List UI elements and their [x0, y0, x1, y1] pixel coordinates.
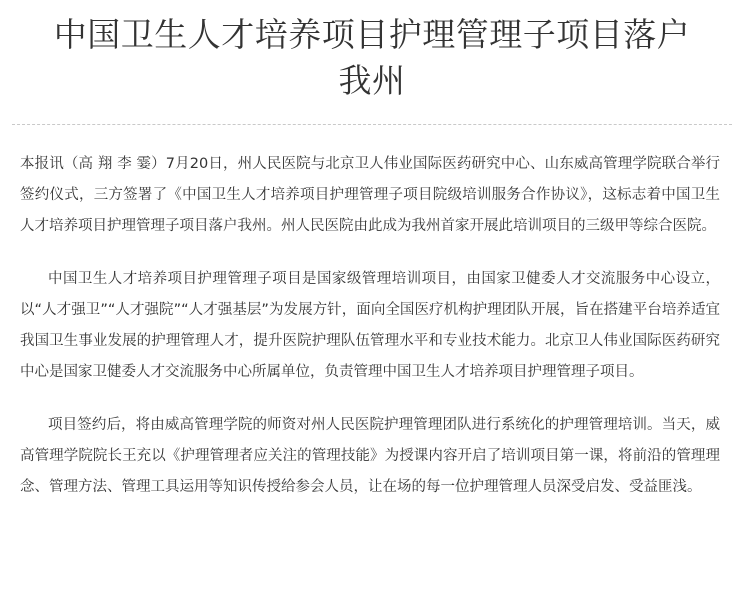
article-title — [0, 0, 744, 104]
paragraph-project-intro: 中国卫生人才培养项目护理管理子项目是国家级管理培训项目，由国家卫健委人才交流服务中心设立，以“人才强卫”“人才强院”“人才强基层”为发展方针，面向全国医疗机构护理团队开展，旨在搭建平台培养适宜我国卫生事业发展的护理管理人才，提升医院护理队伍管理水平和专业技术能力。北京卫人伟业国际医药研究中心是国家卫健委人才交流服务中心所属单位，负责管理中国卫生人才培养项目护理管理子项目。 — [20, 271, 720, 380]
article-body — [0, 149, 744, 503]
article-title-line-1: 中国卫生人才培养项目护理管理子项目落户 — [53, 15, 691, 54]
paragraph-lead: 本报讯（高 翔 李 霎）7月20日，州人民医院与北京卫人伟业国际医药研究中心、山东威高管理学院联合举行签约仪式，三方签署了《中国卫生人才培养项目护理管理子项目院级培训服务合作协议》，这标志着中国卫生人才培养项目护理管理子项目落户我州。州人民医院由此成为我州首家开展此培训项目的三级甲等综合医院。 — [20, 156, 720, 234]
title-divider — [12, 124, 732, 125]
article-title-line-2: 我州 — [338, 61, 406, 100]
paragraph-training: 项目签约后，将由威高管理学院的师资对州人民医院护理管理团队进行系统化的护理管理培训。当天，威高管理学院院长王充以《护理管理者应关注的管理技能》为授课内容开启了培训项目第一课，将前沿的管理理念、管理方法、管理工具运用等知识传授给参会人员，让在场的每一位护理管理人员深受启发、受益匪浅。 — [20, 417, 720, 495]
